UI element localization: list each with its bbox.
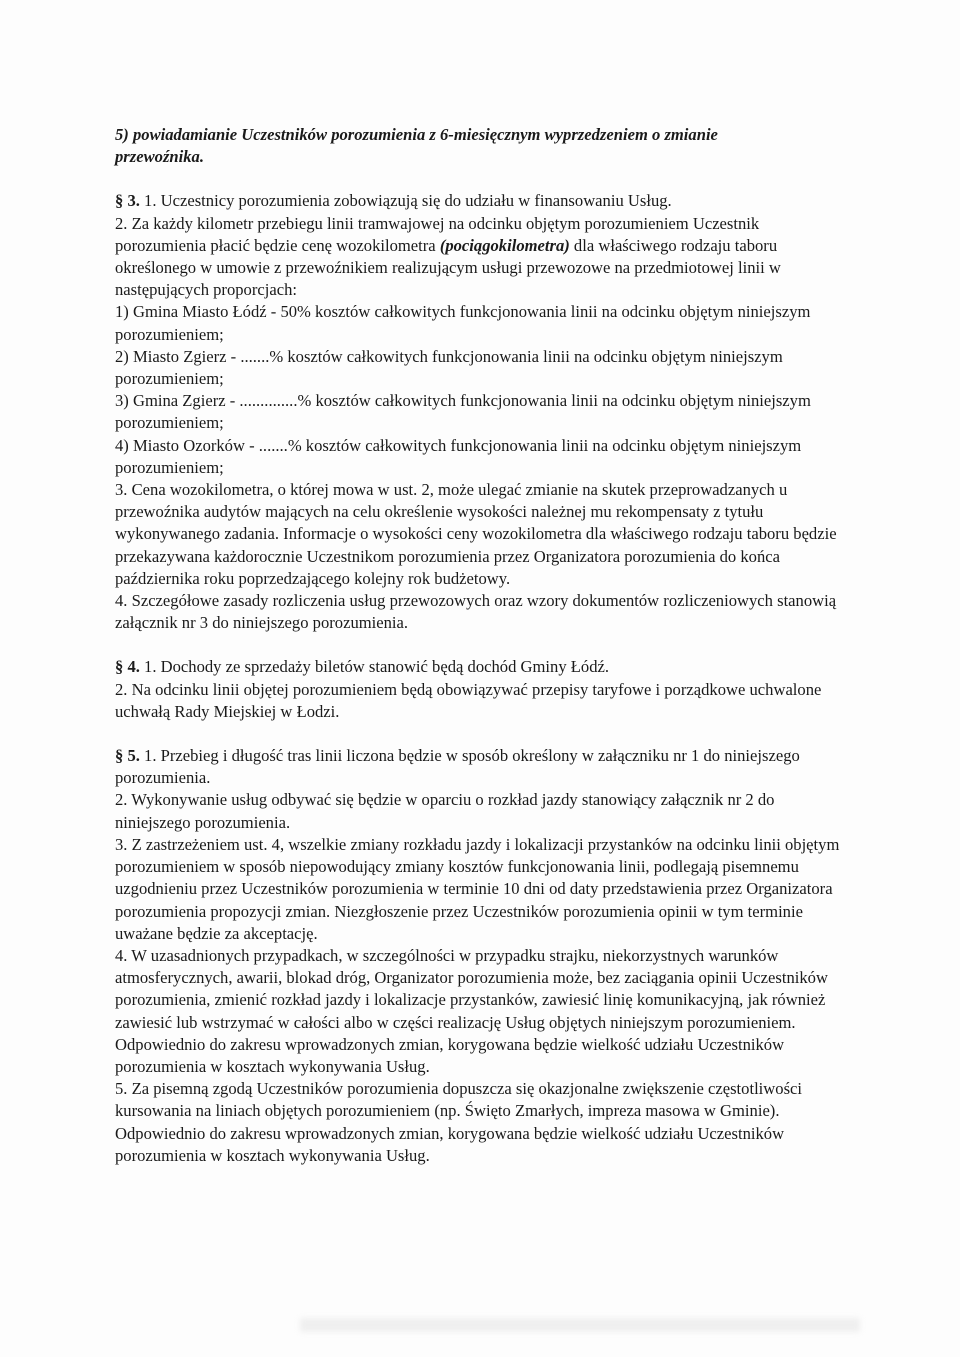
section-3-para-1 (115, 190, 845, 212)
list-item-4: 4) Miasto Ozorków - .......% kosztów całkowitych funkcjonowania linii na odcinku objętym niniejszym porozumieniem; (115, 435, 802, 477)
para-text: 1. Dochody ze sprzedaży biletów stanowić będą dochód Gminy Łódź. (139, 657, 610, 677)
heading-item-5 (115, 124, 845, 168)
section-3-para-3: 3. Cena wozokilometra, o której mowa w ust. 2, może ulegać zmianie na skutek przeprowadzanych u przewoźnika audytów mających na celu określenie wysokości należnej mu rekompensaty z tytułu wykonywanego zadania. Informacje o wysokości ceny wozokilometra dla właściwego rodzaju taboru będzie przekazywana każdorocznie Uczestnikom porozumienia przez Organizatora porozumienia do końca października roku poprzedzającego kolejny rok budżetowy. (115, 480, 837, 588)
scan-smudge (300, 1318, 860, 1332)
list-item-3: 3) Gmina Zgierz - ..............% kosztów całkowitych funkcjonowania linii na odcinku objętym niniejszym porozumieniem; (115, 391, 811, 433)
section-4-para-1 (115, 656, 845, 678)
section-5-para-4: 4. W uzasadnionych przypadkach, w szczególności w przypadku strajku, niekorzystnych warunków atmosferycznych, awarii, blokad dróg, Organizator porozumienia może, bez zaciągania opinii Uczestników porozumienia, zmienić rozkład jazdy i lokalizacje przystanków, zawiesić linię komunikacyjną, jak również zawiesić lub wstrzymać w całości albo w części realizację Usług objętych niniejszym porozumieniem. Odpowiednio do zakresu wprowadzonych zmian, korygowana będzie wielkość udziału Uczestników porozumienia w kosztach wykonywania Usług. (115, 945, 828, 1076)
para-text: 2. Za każdy kilometr przebiegu linii tramwajowej na odcinku objętym porozumieniem Uczestnik porozumienia płacić będzie cenę wozokilometra (115, 213, 760, 255)
heading-line2: przewoźnika. (115, 147, 204, 167)
section-number: 3. (127, 191, 140, 211)
section-5-para-1 (115, 745, 845, 789)
section-number: 4. (127, 657, 140, 677)
list-item-1: 1) Gmina Miasto Łódź - 50% kosztów całkowitych funkcjonowania linii na odcinku objętym niniejszym porozumieniem; (115, 302, 811, 344)
section-symbol: § (115, 657, 124, 677)
heading-line1: 5) powiadamianie Uczestników porozumienia z 6-miesięcznym wyprzedzeniem o zmianie (115, 125, 718, 144)
section-5-para-2: 2. Wykonywanie usług odbywać się będzie w oparciu o rozkład jazdy stanowiący załącznik nr 2 do niniejszego porozumienia. (115, 790, 775, 832)
section-symbol: § (115, 746, 124, 766)
list-item-2: 2) Miasto Zgierz - .......% kosztów całkowitych funkcjonowania linii na odcinku objętym niniejszym porozumieniem; (115, 346, 783, 389)
para-text: dla właściwego rodzaju taboru określonego w umowie z przewoźnikiem realizującym usługi przewozowe na przedmiotowej linii w następujących proporcjach: (115, 235, 781, 300)
section-3-para-4: 4. Szczegółowe zasady rozliczenia usług przewozowych oraz wzory dokumentów rozliczeniowych stanowią załącznik nr 3 do niniejszego porozumienia. (115, 591, 837, 633)
document-body (115, 124, 845, 1167)
section-5-para-3: 3. Z zastrzeżeniem ust. 4, wszelkie zmiany rozkładu jazdy i lokalizacji przystanków na odcinku linii objętym porozumieniem w sposób niepowodujący zmiany kosztów funkcjonowania linii, podlegają pisemnemu uzgodnieniu przez Uczestników porozumienia w terminie 10 dni od daty przedstawienia przez Organizatora porozumienia propozycji zmian. Niezgłoszenie przez Uczestników porozumienia opinii w tym terminie uważane będzie za akceptację. (115, 834, 840, 943)
section-3-para-2 (115, 213, 845, 302)
section-4-para-2: 2. Na odcinku linii objętej porozumieniem będą obowiązywać przepisy taryfowe i porządkowe uchwalone uchwałą Rady Miejskiej w Łodzi. (115, 679, 822, 721)
emphasis-text: (pociągokilometra) (439, 235, 570, 255)
section-number: 5. (127, 746, 140, 766)
para-text: 1. Uczestnicy porozumienia zobowiązują się do udziału w finansowaniu Usług. (139, 191, 672, 211)
para-text: 1. Przebieg i długość tras linii liczona będzie w sposób określony w załączniku nr 1 do niniejszego porozumienia. (115, 746, 800, 788)
section-symbol: § (115, 191, 124, 211)
section-5-para-5: 5. Za pisemną zgodą Uczestników porozumienia dopuszcza się okazjonalne zwiększenie częstotliwości kursowania na liniach objętych porozumieniem (np. Święto Zmarłych, impreza masowa w Gminie). Odpowiednio do zakresu wprowadzonych zmian, korygowana będzie wielkość udziału Uczestników porozumienia w kosztach wykonywania Usług. (115, 1079, 803, 1165)
